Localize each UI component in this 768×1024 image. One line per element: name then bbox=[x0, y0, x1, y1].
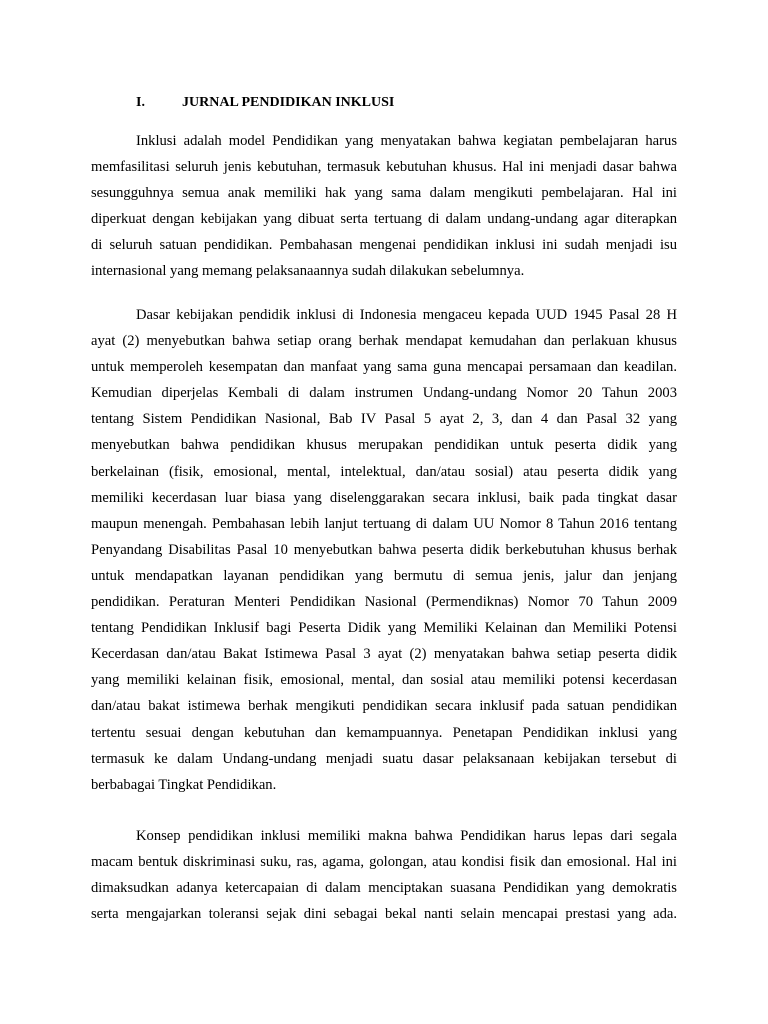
text-line: Kemudian diperjelas Kembali di dalam instrumen Undang-undang Nomor 20 Tahun 2003 bbox=[91, 385, 677, 402]
section-title: JURNAL PENDIDIKAN INKLUSI bbox=[182, 95, 395, 110]
text-line: memfasilitasi seluruh jenis kebutuhan, termasuk kebutuhan khusus. Hal ini menjadi dasar bahwa bbox=[91, 159, 677, 176]
text-line: termasuk ke dalam Undang-undang menjadi suatu dasar pelaksanaan kebijakan tersebut di bbox=[91, 750, 677, 767]
text-line: memiliki kecerdasan luar biasa yang diselenggarakan secara inklusi, baik pada tingkat dasar bbox=[91, 489, 677, 506]
section-number: I. bbox=[136, 95, 145, 110]
text-line: di seluruh satuan pendidikan. Pembahasan mengenai pendidikan inklusi ini sudah menjadi isu bbox=[91, 237, 677, 254]
text-line: diperkuat dengan kebijakan yang dibuat serta tertuang di dalam undang-undang agar diterapkan bbox=[91, 211, 677, 228]
paragraph-2 bbox=[91, 302, 677, 798]
text-line: tertentu sesuai dengan kebutuhan dan kemampuannya. Penetapan Pendidikan inklusi yang bbox=[91, 724, 677, 741]
text-line: berbabagai Tingkat Pendidikan. bbox=[91, 776, 277, 793]
text-line: Kecerdasan dan/atau Bakat Istimewa Pasal 3 ayat (2) menyatakan bahwa setiap peserta didik bbox=[91, 646, 677, 663]
section-heading bbox=[136, 94, 394, 112]
text-line: maupun menengah. Pembahasan lebih lanjut tertuang di dalam UU Nomor 8 Tahun 2016 tentang bbox=[91, 515, 677, 532]
text-line: tentang Sistem Pendidikan Nasional, Bab IV Pasal 5 ayat 2, 3, dan 4 dan Pasal 32 yang bbox=[91, 411, 677, 428]
paragraph-3 bbox=[91, 823, 677, 927]
text-line: pendidikan. Peraturan Menteri Pendidikan Nasional (Permendiknas) Nomor 70 Tahun 2009 bbox=[91, 594, 677, 611]
text-line: Inklusi adalah model Pendidikan yang menyatakan bahwa kegiatan pembelajaran harus bbox=[136, 133, 677, 149]
text-line: serta mengajarkan toleransi sejak dini sebagai bekal nanti selain mencapai prestasi yang ada. bbox=[91, 906, 677, 923]
paragraph-1 bbox=[91, 128, 677, 285]
text-line: dimaksudkan adanya ketercapaian di dalam menciptakan suasana Pendidikan yang demokratis bbox=[91, 880, 677, 897]
text-line: internasional yang memang pelaksanaannya sudah dilakukan sebelumnya. bbox=[91, 263, 525, 280]
text-line: yang memiliki kelainan fisik, emosional, mental, dan sosial atau memiliki potensi kecerdasan bbox=[91, 672, 677, 689]
text-line: berkelainan (fisik, emosional, mental, intelektual, dan/atau sosial) atau peserta didik yang bbox=[91, 463, 677, 480]
text-line: sesungguhnya semua anak memiliki hak yang sama dalam mengikuti pembelajaran. Hal ini bbox=[91, 185, 677, 202]
text-line: Dasar kebijakan pendidik inklusi di Indonesia mengaceu kepada UUD 1945 Pasal 28 H bbox=[136, 307, 677, 323]
text-line: Penyandang Disabilitas Pasal 10 menyebutkan bahwa peserta didik berkebutuhan khusus berhak bbox=[91, 541, 677, 558]
text-line: dan/atau bakat istimewa berhak mengikuti pendidikan secara inklusif pada satuan pendidikan bbox=[91, 698, 677, 715]
text-line: ayat (2) menyebutkan bahwa setiap orang berhak mendapat kemudahan dan perlakuan khusus bbox=[91, 333, 677, 350]
text-line: Konsep pendidikan inklusi memiliki makna bahwa Pendidikan harus lepas dari segala bbox=[136, 828, 677, 844]
text-line: macam bentuk diskriminasi suku, ras, agama, golongan, atau kondisi fisik dan emosional. Hal ini bbox=[91, 854, 677, 871]
text-line: menyebutkan bahwa pendidikan khusus merupakan pendidikan untuk peserta didik yang bbox=[91, 437, 677, 454]
text-line: untuk mendapatkan layanan pendidikan yang bermutu di semua jenis, jalur dan jenjang bbox=[91, 567, 677, 584]
text-line: untuk memperoleh kesempatan dan manfaat yang sama guna mencapai persamaan dan keadilan. bbox=[91, 359, 677, 376]
text-line: tentang Pendidikan Inklusif bagi Peserta Didik yang Memiliki Kelainan dan Memiliki Potensi bbox=[91, 620, 677, 637]
